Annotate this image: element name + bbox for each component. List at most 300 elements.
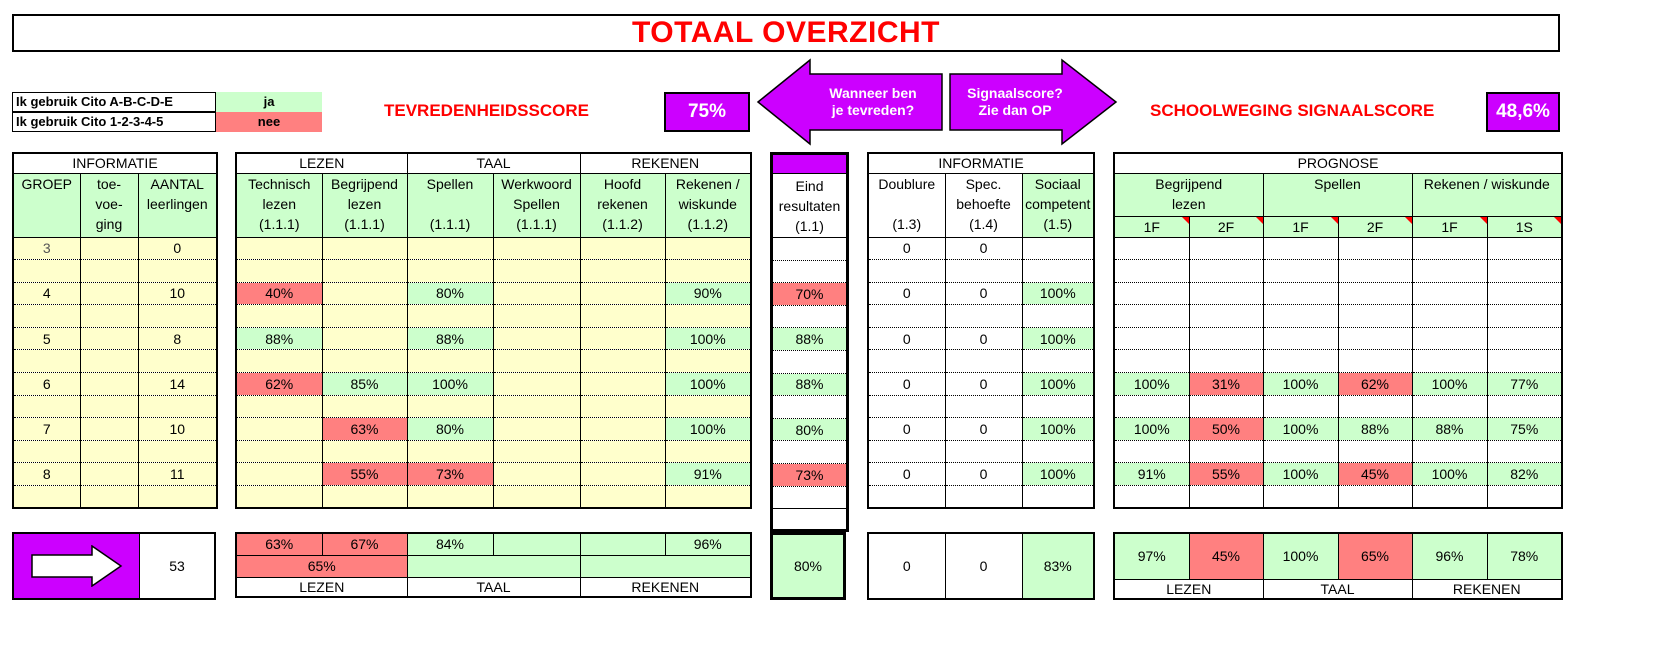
main-cell[interactable] bbox=[580, 282, 665, 305]
prog-cell[interactable] bbox=[1189, 350, 1263, 373]
prog-cell[interactable]: 82% bbox=[1487, 463, 1562, 486]
info-cell[interactable] bbox=[80, 327, 138, 350]
info-row bbox=[13, 237, 217, 260]
main-cell[interactable] bbox=[322, 282, 407, 305]
prog-cell[interactable] bbox=[1487, 327, 1562, 350]
prog-cell[interactable] bbox=[1114, 395, 1189, 418]
main-cell[interactable] bbox=[407, 395, 493, 418]
prog-cell[interactable] bbox=[1338, 440, 1412, 463]
eind-cell[interactable] bbox=[772, 350, 848, 373]
main-col-header: Hoofd rekenen (1.1.2) bbox=[580, 173, 665, 237]
info2-row bbox=[868, 237, 1094, 260]
prog-cell[interactable] bbox=[1263, 260, 1338, 283]
info2-cell[interactable]: 0 bbox=[945, 282, 1022, 305]
prog-cell[interactable] bbox=[1487, 350, 1562, 373]
prog-cell[interactable]: 77% bbox=[1487, 373, 1562, 396]
prog-cell[interactable] bbox=[1189, 237, 1263, 260]
info2-cell[interactable] bbox=[1022, 305, 1094, 328]
prog-cell[interactable]: 62% bbox=[1338, 373, 1412, 396]
main-cell[interactable] bbox=[236, 395, 322, 418]
prog-cell[interactable]: 45% bbox=[1338, 463, 1412, 486]
info-cell[interactable]: 11 bbox=[138, 463, 217, 486]
main-cell[interactable] bbox=[493, 486, 580, 509]
main-cell[interactable]: 90% bbox=[665, 282, 751, 305]
prog-cell[interactable] bbox=[1114, 327, 1189, 350]
info2-cell[interactable] bbox=[1022, 260, 1094, 283]
info2-cell[interactable]: 0 bbox=[945, 418, 1022, 441]
main-cell[interactable] bbox=[407, 440, 493, 463]
main-cell[interactable] bbox=[322, 440, 407, 463]
info-cell[interactable] bbox=[13, 486, 80, 509]
prog-cell[interactable] bbox=[1412, 260, 1487, 283]
main-table bbox=[235, 152, 752, 509]
total-technisch: 63% bbox=[236, 533, 322, 555]
info2-cell[interactable] bbox=[945, 260, 1022, 283]
main-cell[interactable] bbox=[322, 327, 407, 350]
eind-cell[interactable] bbox=[772, 305, 848, 328]
main-cell[interactable]: 100% bbox=[665, 327, 751, 350]
info2-cell[interactable]: 0 bbox=[868, 373, 945, 396]
main-cell[interactable]: 85% bbox=[322, 373, 407, 396]
info2-cell[interactable] bbox=[868, 486, 945, 509]
eind-header-bar bbox=[772, 154, 848, 174]
info-cell[interactable]: 3 bbox=[13, 237, 80, 260]
main-cell[interactable] bbox=[236, 350, 322, 373]
prog-cell[interactable]: 100% bbox=[1114, 373, 1189, 396]
info2-col-header: Spec. behoefte (1.4) bbox=[945, 173, 1022, 237]
main-cell[interactable] bbox=[407, 486, 493, 509]
prog-cell[interactable] bbox=[1487, 305, 1562, 328]
main-cell[interactable] bbox=[493, 260, 580, 283]
prog-cell[interactable] bbox=[1412, 486, 1487, 509]
main-cell[interactable] bbox=[580, 260, 665, 283]
info2-cell[interactable] bbox=[945, 350, 1022, 373]
main-cell[interactable] bbox=[665, 350, 751, 373]
prog-row bbox=[1114, 327, 1562, 350]
main-cell[interactable] bbox=[493, 350, 580, 373]
info2-cell[interactable]: 0 bbox=[868, 327, 945, 350]
eind-cell[interactable] bbox=[772, 260, 848, 283]
prog-cell[interactable] bbox=[1338, 260, 1412, 283]
info2-cell[interactable]: 0 bbox=[868, 418, 945, 441]
prog-cell[interactable]: 31% bbox=[1189, 373, 1263, 396]
main-cell[interactable] bbox=[580, 463, 665, 486]
info-cell[interactable]: 7 bbox=[13, 418, 80, 441]
info-cell[interactable] bbox=[13, 440, 80, 463]
info2-cell[interactable] bbox=[945, 305, 1022, 328]
prog-cell[interactable] bbox=[1189, 282, 1263, 305]
main-cell[interactable] bbox=[407, 350, 493, 373]
main-cell[interactable] bbox=[407, 305, 493, 328]
main-cell[interactable] bbox=[493, 395, 580, 418]
info2-cell[interactable]: 0 bbox=[868, 463, 945, 486]
main-row bbox=[236, 305, 751, 328]
prog-cell[interactable]: 75% bbox=[1487, 418, 1562, 441]
info-table bbox=[12, 152, 218, 509]
prognose-table bbox=[1113, 152, 1563, 509]
prog-cell[interactable] bbox=[1412, 237, 1487, 260]
prog-cell[interactable]: 88% bbox=[1338, 418, 1412, 441]
main-row bbox=[236, 418, 751, 441]
main-cell[interactable] bbox=[665, 305, 751, 328]
eind-row bbox=[772, 418, 848, 441]
arrow-left-text[interactable] bbox=[806, 74, 940, 130]
info2-cell[interactable] bbox=[868, 395, 945, 418]
prog-cell[interactable] bbox=[1114, 282, 1189, 305]
main-cell[interactable] bbox=[322, 350, 407, 373]
info2-row bbox=[868, 463, 1094, 486]
total-werkwoord bbox=[493, 533, 580, 555]
main-cell[interactable] bbox=[322, 395, 407, 418]
prog-row bbox=[1114, 373, 1562, 396]
prog-cell[interactable] bbox=[1412, 282, 1487, 305]
info-cell[interactable] bbox=[80, 282, 138, 305]
main-cell[interactable] bbox=[322, 486, 407, 509]
prog-cell[interactable] bbox=[1263, 305, 1338, 328]
prog-cell[interactable] bbox=[1263, 486, 1338, 509]
total-hoofdrekenen bbox=[580, 533, 665, 555]
main-cell[interactable] bbox=[236, 463, 322, 486]
main-cell[interactable] bbox=[407, 260, 493, 283]
arrow-right-line2: Zie dan OP bbox=[978, 102, 1052, 118]
prog-cell[interactable] bbox=[1263, 327, 1338, 350]
main-cell[interactable] bbox=[580, 395, 665, 418]
prog-cell[interactable] bbox=[1487, 237, 1562, 260]
prog-cell[interactable] bbox=[1114, 486, 1189, 509]
prog-cell[interactable] bbox=[1189, 327, 1263, 350]
eind-cell[interactable]: 70% bbox=[772, 283, 848, 306]
info2-cell[interactable] bbox=[868, 350, 945, 373]
info-row bbox=[13, 350, 217, 373]
prog-cell[interactable] bbox=[1338, 395, 1412, 418]
main-cell[interactable] bbox=[236, 486, 322, 509]
prog-cell[interactable] bbox=[1189, 486, 1263, 509]
prog-cell[interactable] bbox=[1263, 350, 1338, 373]
arrow-left-line2: je tevreden? bbox=[831, 102, 915, 118]
prog-cell[interactable] bbox=[1338, 486, 1412, 509]
info-cell[interactable] bbox=[13, 305, 80, 328]
main-cell[interactable] bbox=[665, 486, 751, 509]
main-cell[interactable] bbox=[322, 305, 407, 328]
info-cell[interactable] bbox=[80, 463, 138, 486]
cito-abcde-value[interactable]: ja bbox=[216, 92, 322, 112]
info2-cell[interactable] bbox=[868, 440, 945, 463]
info2-cell[interactable]: 100% bbox=[1022, 373, 1094, 396]
prog-cell[interactable] bbox=[1263, 395, 1338, 418]
main-cell[interactable]: 100% bbox=[407, 373, 493, 396]
info-row bbox=[13, 260, 217, 283]
prog-cell[interactable] bbox=[1114, 440, 1189, 463]
prog-cell[interactable] bbox=[1487, 260, 1562, 283]
col-groep: GROEP bbox=[13, 173, 80, 237]
main-row bbox=[236, 395, 751, 418]
prog-cell[interactable] bbox=[1114, 237, 1189, 260]
main-row bbox=[236, 327, 751, 350]
prog-cell[interactable] bbox=[1189, 395, 1263, 418]
info-cell[interactable] bbox=[138, 305, 217, 328]
main-cell[interactable]: 63% bbox=[322, 418, 407, 441]
prog-cell[interactable] bbox=[1338, 327, 1412, 350]
info-cell[interactable] bbox=[80, 350, 138, 373]
prog-cell[interactable] bbox=[1263, 282, 1338, 305]
prog-cell[interactable]: 91% bbox=[1114, 463, 1189, 486]
total-sociaal: 83% bbox=[1022, 533, 1094, 599]
main-cell[interactable] bbox=[665, 395, 751, 418]
eind-row bbox=[772, 350, 848, 373]
info2-row bbox=[868, 260, 1094, 283]
main-cell[interactable]: 88% bbox=[407, 327, 493, 350]
prog-cell[interactable] bbox=[1338, 350, 1412, 373]
main-cell[interactable] bbox=[493, 440, 580, 463]
cito-abcde-label: Ik gebruik Cito A-B-C-D-E bbox=[12, 92, 216, 112]
main-cell[interactable]: 73% bbox=[407, 463, 493, 486]
info-row bbox=[13, 418, 217, 441]
prog-total: 65% bbox=[1338, 533, 1412, 579]
arrow-right-line1: Signaalscore? bbox=[967, 85, 1063, 101]
info-cell[interactable] bbox=[80, 418, 138, 441]
prog-row bbox=[1114, 282, 1562, 305]
main-cell[interactable] bbox=[580, 350, 665, 373]
prog-row bbox=[1114, 418, 1562, 441]
info-cell[interactable] bbox=[138, 395, 217, 418]
info2-cell[interactable]: 0 bbox=[868, 282, 945, 305]
main-cell[interactable] bbox=[665, 237, 751, 260]
main-cell[interactable] bbox=[407, 237, 493, 260]
info2-cell[interactable] bbox=[945, 440, 1022, 463]
prog-row bbox=[1114, 260, 1562, 283]
eind-row bbox=[772, 486, 848, 509]
info2-cell[interactable] bbox=[1022, 237, 1094, 260]
eind-cell[interactable]: 88% bbox=[772, 328, 848, 351]
info-cell[interactable] bbox=[80, 305, 138, 328]
main-cell[interactable] bbox=[236, 260, 322, 283]
eind-cell[interactable] bbox=[772, 238, 848, 261]
info2-cell[interactable]: 100% bbox=[1022, 327, 1094, 350]
prog-cell[interactable] bbox=[1338, 282, 1412, 305]
info-cell[interactable] bbox=[138, 260, 217, 283]
eind-row bbox=[772, 441, 848, 464]
eind-cell[interactable] bbox=[772, 486, 848, 509]
info2-cell[interactable] bbox=[945, 395, 1022, 418]
prog-cell[interactable] bbox=[1412, 395, 1487, 418]
footer-lezen: LEZEN bbox=[236, 577, 407, 597]
prog-cell[interactable] bbox=[1412, 350, 1487, 373]
eind-cell[interactable]: 80% bbox=[772, 418, 848, 441]
info2-row bbox=[868, 282, 1094, 305]
main-cell[interactable] bbox=[580, 305, 665, 328]
prog-cell[interactable] bbox=[1263, 440, 1338, 463]
info2-col-header: Sociaal competent (1.5) bbox=[1022, 173, 1094, 237]
eind-cell[interactable] bbox=[772, 396, 848, 419]
main-row bbox=[236, 260, 751, 283]
eind-total: 80% bbox=[770, 532, 846, 600]
info-row bbox=[13, 282, 217, 305]
main-cell[interactable] bbox=[493, 305, 580, 328]
info-cell[interactable]: 8 bbox=[13, 463, 80, 486]
main-cell[interactable] bbox=[493, 237, 580, 260]
prog-cell[interactable]: 88% bbox=[1412, 418, 1487, 441]
info2-cell[interactable] bbox=[1022, 486, 1094, 509]
info-cell[interactable]: 14 bbox=[138, 373, 217, 396]
info2-cell[interactable] bbox=[1022, 350, 1094, 373]
prog-cell[interactable]: 100% bbox=[1412, 373, 1487, 396]
info2-cell[interactable]: 100% bbox=[1022, 282, 1094, 305]
info2-cell[interactable]: 100% bbox=[1022, 463, 1094, 486]
info2-cell[interactable]: 0 bbox=[945, 237, 1022, 260]
main-cell[interactable]: 88% bbox=[236, 327, 322, 350]
prog-cell[interactable]: 100% bbox=[1263, 418, 1338, 441]
info2-cell[interactable]: 0 bbox=[868, 237, 945, 260]
main-cell[interactable] bbox=[580, 418, 665, 441]
prog-cell[interactable]: 100% bbox=[1412, 463, 1487, 486]
prog-cell[interactable] bbox=[1114, 305, 1189, 328]
prog-cell[interactable] bbox=[1189, 440, 1263, 463]
schoolweging-value[interactable]: 48,6% bbox=[1486, 92, 1560, 132]
prog-cell[interactable]: 50% bbox=[1189, 418, 1263, 441]
info2-row bbox=[868, 327, 1094, 350]
total-spellen: 84% bbox=[407, 533, 493, 555]
info-cell[interactable] bbox=[13, 395, 80, 418]
col-aantal: AANTAL leerlingen bbox=[138, 173, 217, 237]
info-cell[interactable]: 4 bbox=[13, 282, 80, 305]
info2-cell[interactable]: 0 bbox=[945, 373, 1022, 396]
info2-row bbox=[868, 373, 1094, 396]
prog-row bbox=[1114, 237, 1562, 260]
main-row bbox=[236, 350, 751, 373]
main-cell[interactable]: 80% bbox=[407, 282, 493, 305]
info-row bbox=[13, 327, 217, 350]
prog-cell[interactable]: 100% bbox=[1263, 373, 1338, 396]
main-cell[interactable] bbox=[493, 327, 580, 350]
main-cell[interactable] bbox=[580, 486, 665, 509]
footer-rekenen: REKENEN bbox=[580, 577, 751, 597]
eind-cell[interactable]: 73% bbox=[772, 463, 848, 486]
main-cell[interactable] bbox=[580, 440, 665, 463]
prog-cell[interactable] bbox=[1114, 350, 1189, 373]
info-cell[interactable] bbox=[80, 260, 138, 283]
prog-cell[interactable] bbox=[1338, 237, 1412, 260]
main-cell[interactable] bbox=[493, 282, 580, 305]
info-cell[interactable] bbox=[138, 486, 217, 509]
info-cell[interactable]: 8 bbox=[138, 327, 217, 350]
info2-row bbox=[868, 350, 1094, 373]
prog-cell[interactable] bbox=[1487, 486, 1562, 509]
prog-cell[interactable] bbox=[1487, 395, 1562, 418]
prog-cell[interactable] bbox=[1189, 260, 1263, 283]
info2-cell[interactable] bbox=[945, 486, 1022, 509]
prog-cell[interactable] bbox=[1487, 282, 1562, 305]
main-cell[interactable] bbox=[580, 373, 665, 396]
main-col-header: Begrijpend lezen (1.1.1) bbox=[322, 173, 407, 237]
eind-cell[interactable] bbox=[772, 441, 848, 464]
arrow-right-text[interactable] bbox=[950, 74, 1080, 130]
main-cell[interactable] bbox=[580, 327, 665, 350]
prog-cell[interactable] bbox=[1338, 305, 1412, 328]
main-cell[interactable] bbox=[665, 440, 751, 463]
info2-cell[interactable]: 0 bbox=[945, 327, 1022, 350]
main-cell[interactable]: 62% bbox=[236, 373, 322, 396]
prog-cell[interactable] bbox=[1412, 440, 1487, 463]
main-cell[interactable] bbox=[236, 418, 322, 441]
info2-cell[interactable] bbox=[1022, 440, 1094, 463]
main-cell[interactable] bbox=[493, 463, 580, 486]
main-cell[interactable] bbox=[322, 237, 407, 260]
prog-footer-lezen: LEZEN bbox=[1114, 579, 1263, 599]
main-cell[interactable]: 100% bbox=[665, 373, 751, 396]
info-cell[interactable]: 10 bbox=[138, 418, 217, 441]
info-cell[interactable]: 10 bbox=[138, 282, 217, 305]
eind-spacer bbox=[772, 509, 848, 531]
prog-total: 100% bbox=[1263, 533, 1338, 579]
group-taal: TAAL bbox=[407, 153, 580, 173]
tevredenheid-value[interactable]: 75% bbox=[664, 92, 750, 132]
info-cell[interactable] bbox=[80, 486, 138, 509]
info-cell[interactable] bbox=[138, 350, 217, 373]
eind-cell[interactable]: 88% bbox=[772, 373, 848, 396]
main-cell[interactable] bbox=[493, 418, 580, 441]
main-cell[interactable] bbox=[493, 373, 580, 396]
main-cell[interactable]: 100% bbox=[665, 418, 751, 441]
prog-cell[interactable] bbox=[1189, 305, 1263, 328]
prog-total: 96% bbox=[1412, 533, 1487, 579]
prog-cell[interactable] bbox=[1263, 237, 1338, 260]
main-cell[interactable] bbox=[236, 440, 322, 463]
main-cell[interactable]: 40% bbox=[236, 282, 322, 305]
prog-cell[interactable] bbox=[1114, 260, 1189, 283]
info-cell[interactable] bbox=[13, 350, 80, 373]
main-cell[interactable]: 55% bbox=[322, 463, 407, 486]
prognose-totals-table bbox=[1113, 532, 1563, 600]
main-cell[interactable] bbox=[580, 237, 665, 260]
prog-cell[interactable] bbox=[1412, 305, 1487, 328]
main-cell[interactable]: 80% bbox=[407, 418, 493, 441]
main-cell[interactable] bbox=[665, 260, 751, 283]
cito-12345-value[interactable]: nee bbox=[216, 112, 322, 132]
main-cell[interactable] bbox=[236, 305, 322, 328]
info-cell[interactable]: 6 bbox=[13, 373, 80, 396]
prog-cell[interactable]: 100% bbox=[1263, 463, 1338, 486]
main-col-header: Spellen (1.1.1) bbox=[407, 173, 493, 237]
eind-row bbox=[772, 305, 848, 328]
main-cell[interactable] bbox=[322, 260, 407, 283]
info2-cell[interactable] bbox=[868, 305, 945, 328]
eind-table bbox=[770, 152, 849, 532]
prog-cell[interactable]: 100% bbox=[1114, 418, 1189, 441]
arrow-right-icon bbox=[14, 534, 139, 598]
info-cell[interactable] bbox=[13, 260, 80, 283]
prog-cell[interactable] bbox=[1487, 440, 1562, 463]
total-rekenen: 96% bbox=[665, 533, 751, 555]
info2-cell[interactable] bbox=[1022, 395, 1094, 418]
info-cell[interactable] bbox=[138, 440, 217, 463]
info-cell[interactable] bbox=[80, 440, 138, 463]
prog-cell[interactable]: 55% bbox=[1189, 463, 1263, 486]
info-cell[interactable]: 5 bbox=[13, 327, 80, 350]
info-cell[interactable] bbox=[80, 373, 138, 396]
info2-cell[interactable] bbox=[868, 260, 945, 283]
info-row bbox=[13, 486, 217, 509]
info-cell[interactable] bbox=[80, 395, 138, 418]
info2-cell[interactable]: 100% bbox=[1022, 418, 1094, 441]
prog-cell[interactable] bbox=[1412, 327, 1487, 350]
arrow-left-line1: Wanneer ben bbox=[829, 85, 917, 101]
info-cell[interactable] bbox=[80, 237, 138, 260]
info2-cell[interactable]: 0 bbox=[945, 463, 1022, 486]
main-cell[interactable] bbox=[236, 237, 322, 260]
main-cell[interactable]: 91% bbox=[665, 463, 751, 486]
prog-total: 97% bbox=[1114, 533, 1189, 579]
info-cell[interactable]: 0 bbox=[138, 237, 217, 260]
